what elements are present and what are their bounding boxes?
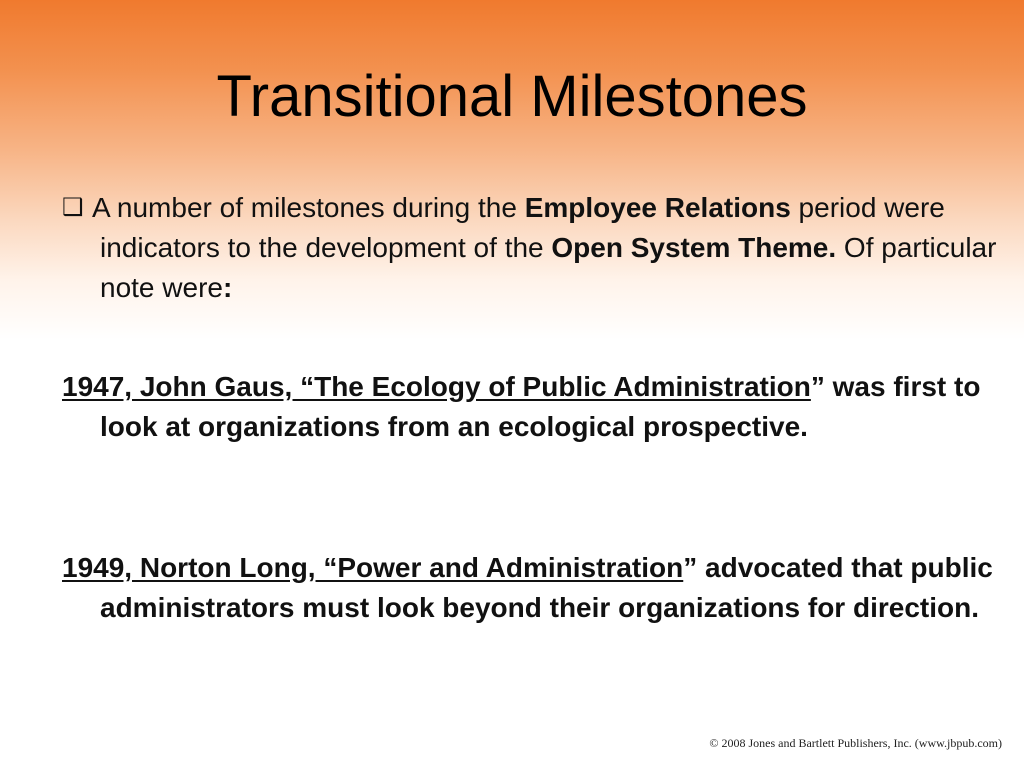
milestone-1947 bbox=[62, 367, 1000, 447]
milestone-1949-text: ” advocated that public administrators must look beyond their organizations for direction. bbox=[100, 552, 993, 623]
intro-text-1: A number of milestones during the bbox=[92, 192, 525, 223]
copyright-footer: © 2008 Jones and Bartlett Publishers, Inc. (www.jbpub.com) bbox=[709, 736, 1002, 750]
checkbox-square-icon: ❑ bbox=[62, 194, 84, 221]
intro-paragraph bbox=[62, 188, 1000, 308]
intro-bold-open-system-theme: Open System Theme. bbox=[551, 232, 837, 263]
intro-bold-colon: : bbox=[222, 272, 233, 303]
milestone-1949 bbox=[62, 548, 1000, 628]
intro-text-2: period were indicators to the development of the bbox=[100, 192, 945, 263]
intro-bold-employee-relations: Employee Relations bbox=[524, 192, 791, 223]
milestone-1949-citation: 1949, Norton Long, “Power and Administration bbox=[62, 552, 684, 583]
milestone-1947-citation: 1947, John Gaus, “The Ecology of Public Administration bbox=[62, 371, 811, 402]
slide-title: Transitional Milestones bbox=[216, 64, 808, 129]
milestone-1947-text: ” was first to look at organizations from an ecological prospective. bbox=[100, 371, 981, 442]
intro-text-3: Of particular note were bbox=[100, 232, 997, 303]
